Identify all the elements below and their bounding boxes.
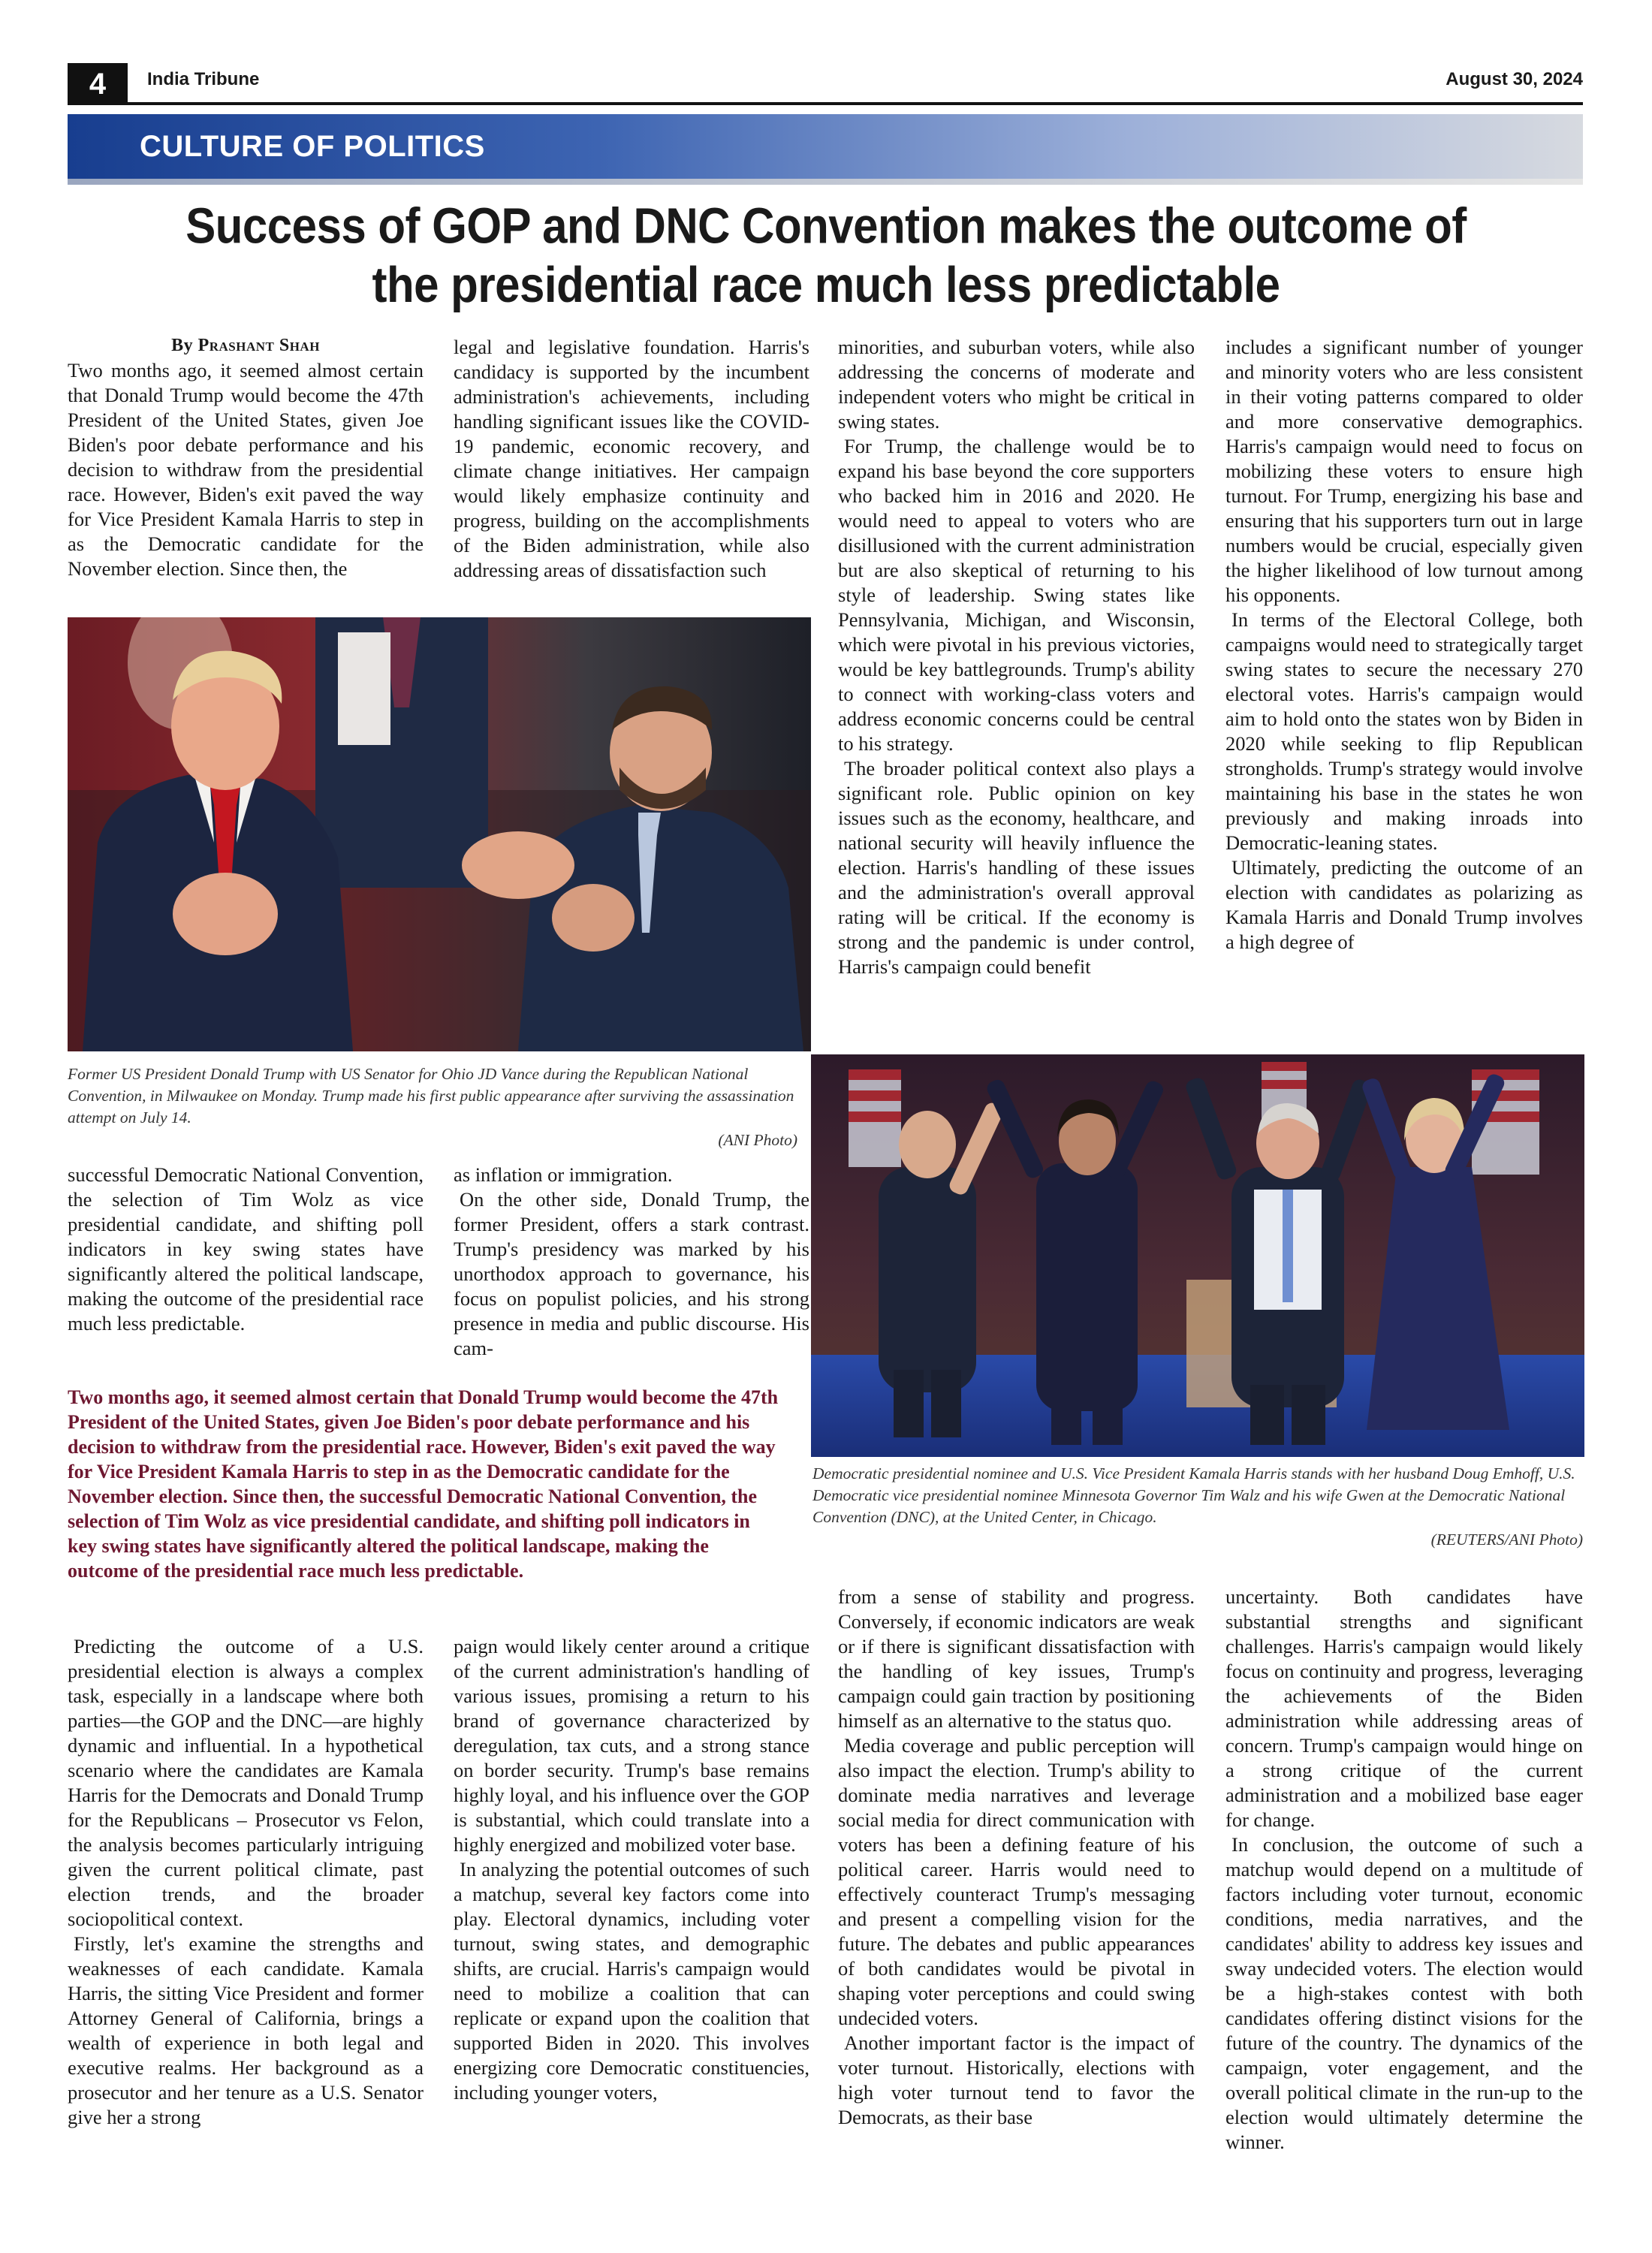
paragraph: Ultimately, predicting the outcome of an election with candidates as polarizing as Kamala Harris and Donald Trump involves a high degree of — [1225, 856, 1583, 953]
paragraph: Firstly, let's examine the strengths and weaknesses of each candidate. Kamala Harris, the sitting Vice President and former Attorney General of California, brings a wealth of experience in both legal and executive realms. Her background as a prosecutor and her tenure as a U.S. Senator give her a strong — [68, 1932, 424, 2128]
publication-name: India Tribune — [147, 69, 260, 89]
paragraph: Another important factor is the impact of voter turnout. Historically, elections with high voter turnout tend to favor the Democrats, as their base — [838, 2031, 1195, 2128]
paragraph: legal and legislative foundation. Harris's candidacy is supported by the incumbent administration's achievements, including handling significant issues like the COVID-19 pandemic, economic recovery, and climate change initiatives. Her campaign would likely emphasize continuity and progress, building on the accomplishments of the Biden administration, while also addressing areas of dissatisfaction such — [454, 336, 809, 581]
paragraph: On the other side, Donald Trump, the former President, offers a stark contrast. Trump's presidency was marked by his unorthodox approach to governance, his focus on populist policies, and his strong presence in media and public discourse. His cam- — [454, 1188, 809, 1359]
photo-trump-vance — [68, 617, 811, 1051]
photo-trump-vance-image — [68, 617, 811, 1051]
paragraph: In terms of the Electoral College, both campaigns would need to strategically target swing states to secure the necessary 270 electoral votes. Harris's campaign would aim to hold onto the states won by Biden in 2020 while seeking to flip Republican strongholds. Trump's strategy would involve maintaining his base in the states he won previously and making inroads into Democratic-leaning states. — [1225, 608, 1583, 854]
header-rule — [128, 102, 1583, 105]
photo-harris-walz-credit: (REUTERS/ANI Photo) — [1430, 1531, 1583, 1549]
paragraph: successful Democratic National Convention, the selection of Tim Wolz as vice presidential candidate, and shifting poll indicators in key swing states have significantly altered the political landscape, making the outcome of the presidential race much less predictable. — [68, 1163, 424, 1335]
section-banner-shadow — [68, 179, 1583, 185]
paragraph: In analyzing the potential outcomes of such a matchup, several key factors come into play. Electoral dynamics, including voter turnout, swing states, and demographic shifts, are crucial. Harris's campaign would need to mobilize a coalition that can replicate or expand upon the coalition that supported Biden in 2020. This involves energizing core Democratic constituencies, including younger voters, — [454, 1858, 809, 2104]
paragraph: minorities, and suburban voters, while also addressing the concerns of moderate and independent voters who might be critical in swing states. — [838, 336, 1195, 433]
article-column-2-top — [454, 335, 809, 583]
photo-harris-walz-caption: Democratic presidential nominee and U.S. Vice President Kamala Harris stands with her husband Doug Emhoff, U.S. Democratic vice presidential nominee Minnesota Governor Tim Walz and his wife Gwen at the Democratic National Convention (DNC), at the United Center, in Chicago. — [812, 1464, 1575, 1526]
paragraph: from a sense of stability and progress. Conversely, if economic indicators are weak or if there is significant dissatisfaction with the handling of key issues, Trump's campaign could gain traction by positioning himself as an alternative to the status quo. — [838, 1585, 1195, 1732]
headline-line-1: Success of GOP and DNC Convention makes the outcome of — [185, 198, 1467, 255]
article-column-4-top — [1225, 335, 1583, 955]
article-column-4-bottom — [1225, 1585, 1583, 2155]
paragraph: uncertainty. Both candidates have substantial strengths and significant challenges. Harris's campaign would likely focus on continuity and progress, leveraging the achievements of the Biden administration while addressing areas of concern. Trump's campaign would hinge on a strong critique of the current administration and a mobilized base eager for change. — [1225, 1585, 1583, 1831]
pull-quote: Two months ago, it seemed almost certain that Donald Trump would become the 47th President of the United States, given Joe Biden's poor debate performance and his decision to withdraw from the presidential race. However, Biden's exit paved the way for Vice President Kamala Harris to step in as the Democratic candidate for the November election. Since then, the successful Democratic National Convention, the selection of Tim Wolz as vice presidential candidate, and shifting poll indicators in key swing states have significantly altered the political landscape, making the outcome of the presidential race much less predictable. — [68, 1386, 779, 1582]
article-column-1-middle — [68, 1163, 424, 1336]
photo-harris-walz — [811, 1054, 1584, 1457]
page-number: 4 — [68, 63, 128, 105]
article-column-1-top — [68, 333, 424, 581]
byline — [68, 333, 424, 358]
article-column-1-bottom — [68, 1634, 424, 2130]
photo-trump-vance-caption: Former US President Donald Trump with US Senator for Ohio JD Vance during the Republican National Convention, in Milwaukee on Monday. Trump made his first public appearance after surviving the assassination attempt on July 14. — [68, 1065, 794, 1126]
section-title: CULTURE OF POLITICS — [140, 129, 485, 163]
issue-date: August 30, 2024 — [1446, 69, 1583, 89]
paragraph: The broader political context also plays a significant role. Public opinion on key issues such as the economy, healthcare, and national security will heavily influence the election. Harris's handling of these issues and the administration's overall approval rating will be critical. If the economy is strong and the pandemic is under control, Harris's campaign could benefit — [838, 757, 1195, 978]
paragraph: For Trump, the challenge would be to expand his base beyond the core supporters who backed him in 2016 and 2020. He would need to appeal to voters who are disillusioned with the current administration but are also skeptical of returning to his style of leadership. Swing states like Pennsylvania, Michigan, and Wisconsin, which were pivotal in his previous victories, would be key battlegrounds. Trump's ability to connect with working-class voters and address economic concerns could be central to his strategy. — [838, 435, 1195, 755]
article-column-2-middle — [454, 1163, 809, 1361]
byline-prefix: By — [171, 336, 194, 355]
photo-trump-vance-credit: (ANI Photo) — [718, 1131, 797, 1149]
article-column-3-top — [838, 335, 1195, 979]
paragraph: includes a significant number of younger and minority voters who are less consistent in their voting patterns compared to older and more conservative demographics. Harris's campaign would need to focus on mobilizing these voters to ensure high turnout. For Trump, energizing his base and ensuring that his supporters turn out in large numbers would be crucial, especially given the higher likelihood of low turnout among his opponents. — [1225, 336, 1583, 606]
paragraph: paign would likely center around a critique of the current administration's handling of various issues, promising a return to his brand of governance characterized by deregulation, tax cuts, and a strong stance on border security. Trump's base remains highly loyal, and his influence over the GOP is substantial, which could translate into a highly energized and mobilized voter base. — [454, 1635, 809, 1856]
paragraph: as inflation or immigration. — [454, 1163, 673, 1186]
section-banner — [68, 114, 1583, 179]
paragraph: Two months ago, it seemed almost certain that Donald Trump would become the 47th President of the United States, given Joe Biden's poor debate performance and his decision to withdraw from the presidential race. However, Biden's exit paved the way for Vice President Kamala Harris to step in as the Democratic candidate for the November election. Since then, the — [68, 359, 424, 580]
article-column-3-bottom — [838, 1585, 1195, 2130]
headline-line-2: the presidential race much less predictable — [372, 256, 1280, 313]
paragraph: In conclusion, the outcome of such a matchup would depend on a multitude of factors including voter turnout, economic conditions, media narratives, and the candidates' ability to address key issues and sway undecided voters. The election would be a high-stakes contest with both candidates offering distinct visions for the future of the country. The dynamics of the campaign, voter engagement, and the overall political climate in the run-up to the election would ultimately determine the winner. — [1225, 1833, 1583, 2153]
paragraph: Predicting the outcome of a U.S. presidential election is always a complex task, especially in a landscape where both parties—the GOP and the DNC—are highly dynamic and influential. In a hypothetical scenario where the candidates are Kamala Harris for the Democrats and Donald Trump for the Republicans – Prosecutor vs Felon, the analysis becomes particularly intriguing given the current political climate, past election trends, and the broader sociopolitical context. — [68, 1635, 424, 1930]
article-column-2-bottom — [454, 1634, 809, 2105]
paragraph: Media coverage and public perception will also impact the election. Trump's ability to dominate media narratives and leverage social media for direct communication with voters has been a defining feature of his political career. Harris would need to effectively counteract Trump's messaging and present a compelling vision for the future. The debates and public appearances of both candidates would be pivotal in shaping voter perceptions and could swing undecided voters. — [838, 1734, 1195, 2029]
headline — [150, 197, 1502, 315]
photo-harris-walz-image — [811, 1054, 1584, 1457]
byline-author: Prashant Shah — [197, 336, 320, 355]
